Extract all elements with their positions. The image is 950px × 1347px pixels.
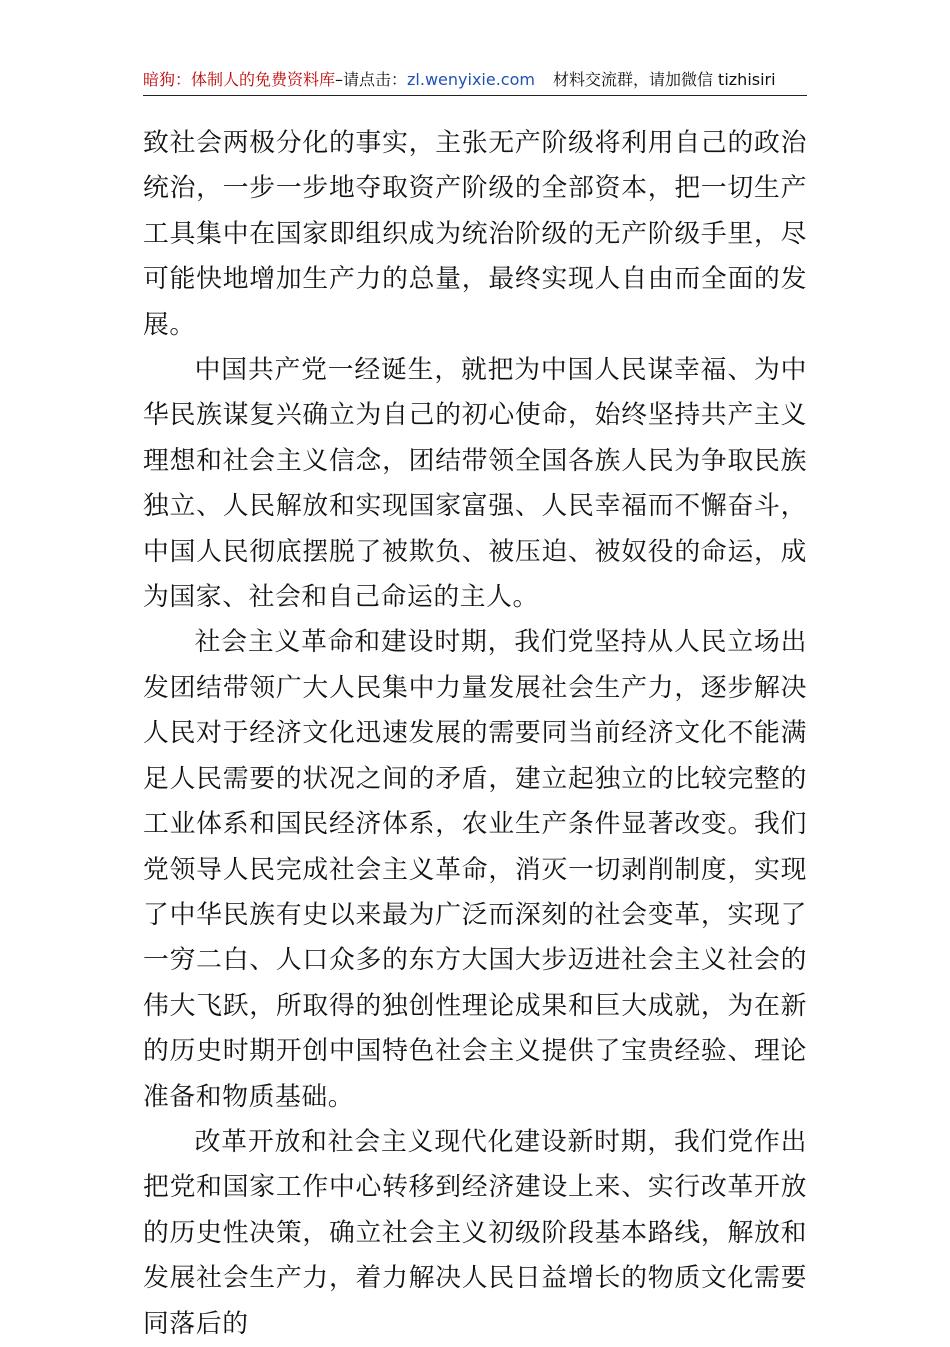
header-divider (143, 95, 807, 96)
page-header (143, 66, 807, 94)
document-body (143, 121, 807, 1347)
header-link[interactable]: zl.wenyixie.com (407, 70, 535, 89)
header-link-prefix: –请点击： (335, 70, 408, 89)
paragraph-2: 中国共产党一经诞生，就把为中国人民谋幸福、为中华民族谋复兴确立为自己的初心使命，始终坚持共产主义理想和社会主义信念，团结带领全国各族人民为争取民族独立、人民解放和实现国家富强、人民幸福而不懈奋斗，中国人民彻底摆脱了被欺负、被压迫、被奴役的命运，成为国家、社会和自己命运的主人。 (143, 355, 807, 613)
header-site-name: 暗狗：体制人的免费资料库 (143, 70, 336, 89)
paragraph-4: 改革开放和社会主义现代化建设新时期，我们党作出把党和国家工作中心转移到经济建设上来、实行改革开放的历史性决策，确立社会主义初级阶段基本路线，解放和发展社会生产力，着力解决人民日益增长的物质文化需要同落后的 (143, 1126, 807, 1339)
paragraph-1: 致社会两极分化的事实，主张无产阶级将利用自己的政治统治，一步一步地夺取资产阶级的全部资本，把一切生产工具集中在国家即组织成为统治阶级的无产阶级手里，尽可能快地增加生产力的总量，最终实现人自由而全面的发展。 (143, 128, 807, 340)
paragraph-3: 社会主义革命和建设时期，我们党坚持从人民立场出发团结带领广大人民集中力量发展社会生产力，逐步解决人民对于经济文化迅速发展的需要同当前经济文化不能满足人民需要的状况之间的矛盾，建立起独立的比较完整的工业体系和国民经济体系，农业生产条件显著改变。我们党领导人民完成社会主义革命，消灭一切剥削制度，实现了中华民族有史以来最为广泛而深刻的社会变革，实现了一穷二白、人口众多的东方大国大步迈进社会主义社会的伟大飞跃，所取得的独创性理论成果和巨大成就，为在新的历史时期开创中国特色社会主义提供了宝贵经验、理论准备和物质基础。 (143, 627, 807, 1112)
header-contact: 材料交流群，请加微信 tizhisiri (552, 70, 776, 89)
